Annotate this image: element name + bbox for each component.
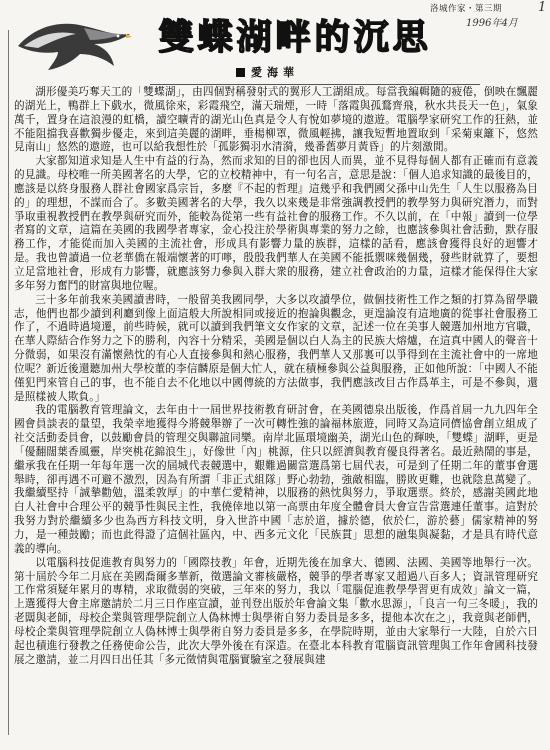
paragraph: 三十多年前我來美國讀書時，一般留美我國同學，大多以攻讀學位，做個技術性工作之類的打算為留學職志，他們也都少讀到利廳到像上面這般大所說相同或接近的抱論與觀念，更遑論沒有這地廣的從事社會服務工作了，不過時過境遷，前些時候，就可以讀到我們筆文女作家的文章，記述一位在美事人競選加州地方官職，在華人際結合作努力之下的勝利，內容十分精采，美國是個以白人為主的民族大熔爐，在這真中國人的聲音十分微弱，如果沒有滿懷熱忱的有心人直接參與和熱心服務，我們華人又那裏可以爭得到在主流社會中的一席地位呢？新近後還聽加州大學校董的李信麟原是個大忙人，就在積極參與公益與服務，正如他所說：「中國人不能僅犯門來管自己的事，也不能自去不化地以中國傳統的方法做事，我們應該改目古作爲革主，可是不參與，還是照樣被人欺負。」 [14,293,538,403]
author-bullet [236,68,245,77]
handwritten-date: 1996年4月 [466,18,518,29]
left-margin-rule [8,30,9,735]
title-underline [150,84,480,85]
author-line [236,64,299,80]
paragraph: 大家都知道求知是人生中有益的行為，然而求知的目的卻也因人而異，並不見得每個人都有正確而有意義的見識。母校唯一所美國著名的大學，它的立校精神中，有一句名言，意思是說：「個人追求知識的最後目的，應該是以終身服務人群社會國家爲宗旨，多麼『不起的哲理』這幾乎和我們國父孫中山先生「人生以服務為目的」的理想，不謀而合了。多數美國著名的大學，我久以來幾是非常強調教授們的教學努力與研究潛力，而對爭取重視教授們在教學與研究而外，能較為從第一些有益社會的服務工作。不久以前，在「中報」讀到一位學者寫的文章，這篇在美國的我國學者專家，金心投注於學術與專業的努力之餘，也應該參與社會活動，默存服務工作，才能從而加入美國的主流社會，形成具有影響力量的族群，這樣的話看，應該會獲得良好的迴響才是。我也曾讀過一位老華僑在報端懷著的叮嚀，殷殷我們華人在美國不能抵禦咪幾個幾，發些財就算了，要想立足當地社會，形成有力影響，就應該努力參與入群大衆的服務，建立社會政治的力量，這樣才能保得住大家多年努力奮鬥的財富與地位喔。 [14,155,538,292]
eagle-illustration [14,12,134,82]
article-title: 雙蝶湖畔的沉思 [158,17,432,58]
paragraph: 以電腦科技促進教育與努力的「國際技教」年會，近期先後在加拿大、德國、法國、美國等地舉行一次。第十屆於今年二月底在美國喬爾多華新，徵選論文審核嚴格，競爭的學者專家又超過八百多人；資訊管理研究工作常須疑年累月的專精，求取微弱的突破，三年來的努力，我以「電腦促進教學學習更有成效」論文一篇，上選獲得大會主席邀請於二月三日作座宣讀，並刊登出版於年會論文集「歡水思源」，「良言一句三冬暖」，我的老闆與老師，母校企業與管理學院創立人偽林博士與學術自努力委員是多多，提他本次在之」，我竟與老師們，母校企業與管理學院創立人偽林博士與學術自努力委員是多多，在學院時期，並由大家舉行一大陸，自於六日起也積進行發教之任務使命公告，此次大學外後在有深造。在臺北本科教育電腦資訊管理與工作年會國科技發展之邀請，並二月四日出任其「多元徵情與電腦實驗室之發展與建 [14,556,538,666]
author-name: 愛海華 [251,66,299,79]
paragraph: 湖形優美巧奪天工的「雙蝶湖」，由四個對稱發射式的翼形人工湖組成。每當我編輯隨的疲倦，倒映在飄麗的湖光上，鴨群上下戲水，微風徐來，彩霞飛空，滿天瑞煙，一時「落霞與孤鶩齊飛，秋水共長天一色」，氣象萬千，置身在這浪漫的虹橋，讀空曠青的湖光山色真是令人有悅如夢境的遨遊。電腦學家研究工作的狂熱，並不能阻擋我喜歡獨步優走，來到這美麗的湖畔，垂楊柳罩，微風輕拂，讓我短暫地置取到「采菊東籬下，悠然見南山」悠然的遨遊，也可以給我想性於「孤影獨羽水清漪，幾番舊夢月黃昏」的片刻激閒。 [14,86,538,154]
handwritten-page-number: 1 [538,0,547,15]
article-body [14,86,538,746]
journal-header: 洛城作家・第三期 [430,4,503,14]
paragraph: 我的電腦教育管理論文，去年由十一屆世界技術教育研討會，在美國德泉出版後，作爲首屆一九九四年全國會員談表的量望，我榮幸地獲得今將競舉辦了一次可轉性強的論福林旅遊，同時又為這同儕協會創立組成了社交活動委員會，以鼓勵會員的管理交與聯誼同樂。南岸北區環境幽美，湖光山色的輝映，「雙蝶」湖畔，更是「優翻闊葉香風靈，岸突桃花錦浪生」，好像世「內」桃源，住只以經濟與教育優良得著名。最近熱鬧的事是，繼承我在任期一年每年選一次的屆城代表競選中，艱難過關當選爲第七屆代表，可是到了任期二年的董事會選舉時，卻再遇不可避不激烈，因為有所謂「非正式組隊」野心勃勃，強敵相臨，勝敗更難，也就陰息萬變了。我繼續堅持「誠摯勸勉，溫柔敦厚」的中華仁愛精神，以服務的熱忱與努力，爭取選票。終於，感謝美國此地白人社會中合理公平的競爭性與民主性，我僥倖地以第一高票由年度全體會員大會宣告當選連任董事。這對於我努力對於繼續多少也為西方科技文明，身入世許中國「志於道，據於德，依於仁，游於藝」儒家精神的努力，是一種鼓勵；而也此得證了這個社區內，中、西多元文化「民族貫」思想的融集與凝黏，才是具有時代意義的導向。 [14,404,538,555]
